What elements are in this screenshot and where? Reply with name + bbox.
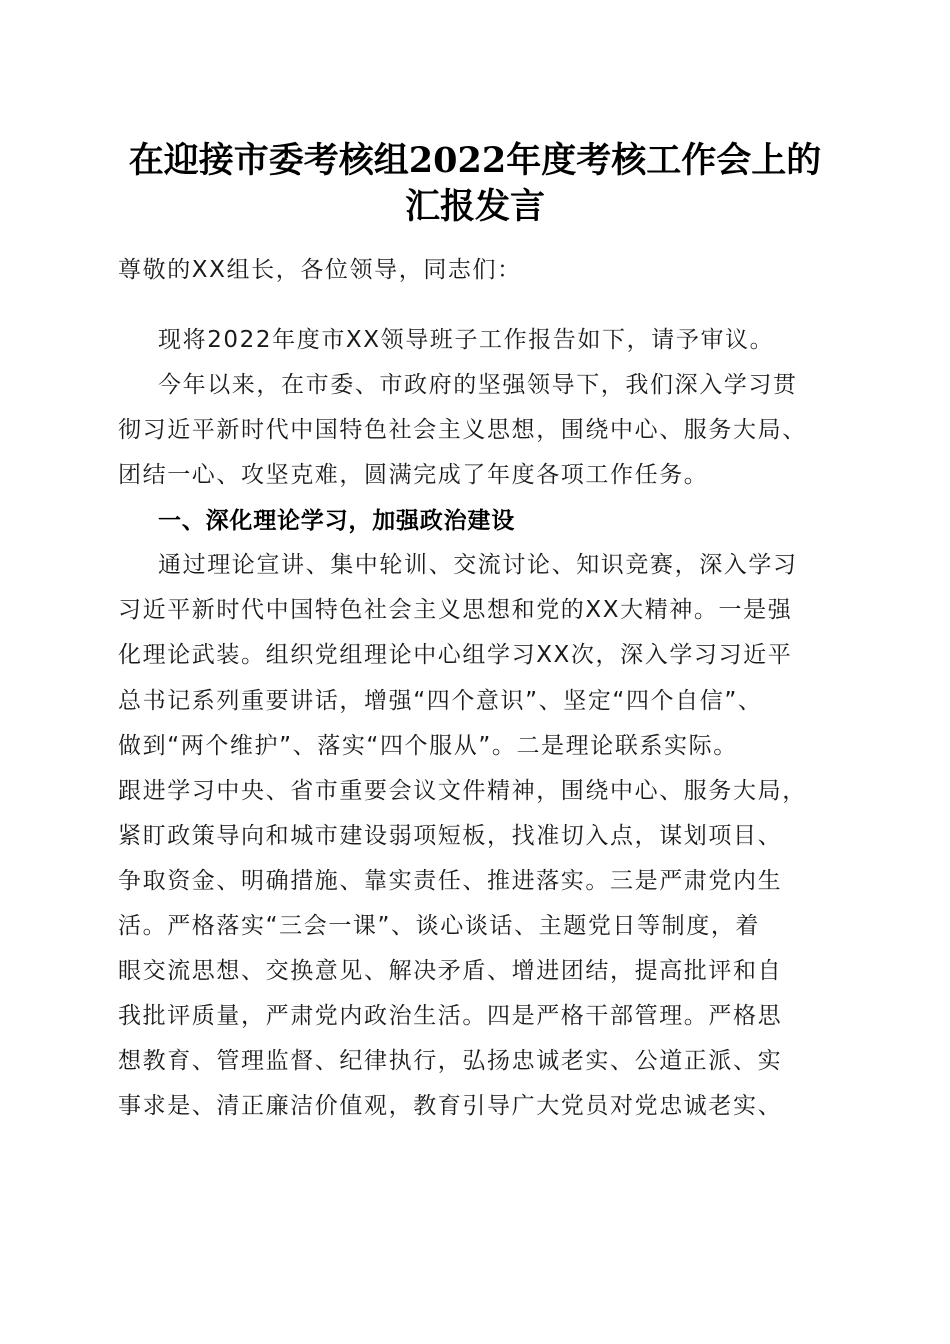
- paragraph-line: 通过理论宣讲、集中轮训、交流讨论、知识竞赛，深入学习: [158, 552, 798, 578]
- paragraph-line: 紧盯政策导向和城市建设弱项短板，找准切入点，谋划项目、: [118, 823, 783, 849]
- paragraph-line: 团结一心、攻坚克难，圆满完成了年度各项工作任务。: [118, 462, 709, 488]
- paragraph-line: 化理论武装。组织党组理论中心组学习XX次，深入学习习近平: [118, 642, 793, 668]
- section-heading: 一、深化理论学习，加强政治建设: [158, 508, 515, 534]
- paragraph-line: 我批评质量，严肃党内政治生活。四是严格干部管理。严格思: [118, 1003, 783, 1029]
- paragraph-line: 想教育、管理监督、纪律执行，弘扬忠诚老实、公道正派、实: [118, 1048, 783, 1074]
- salutation: 尊敬的XX组长，各位领导，同志们：: [118, 257, 522, 283]
- paragraph-line: 习近平新时代中国特色社会主义思想和党的XX大精神。一是强: [118, 597, 793, 623]
- title-line-2: 汇报发言: [404, 186, 545, 227]
- paragraph-line: 做到“两个维护”、落实“四个服从”。二是理论联系实际。: [118, 733, 738, 759]
- paragraph-line: 总书记系列重要讲话，增强“四个意识”、坚定“四个自信”、: [118, 688, 763, 714]
- paragraph-line: 眼交流思想、交换意见、解决矛盾、增进团结，提高批评和自: [118, 958, 783, 984]
- paragraph-line: 事求是、清正廉洁价值观，教育引导广大党员对党忠诚老实、: [118, 1093, 783, 1119]
- intro-paragraph: 现将2022年度市XX领导班子工作报告如下，请予审议。: [158, 327, 775, 353]
- paragraph-line: 彻习近平新时代中国特色社会主义思想，围绕中心、服务大局、: [118, 417, 807, 443]
- document-title: [100, 138, 850, 230]
- paragraph-line: 今年以来，在市委、市政府的坚强领导下，我们深入学习贯: [158, 372, 798, 398]
- paragraph-line: 跟进学习中央、省市重要会议文件精神，围绕中心、服务大局，: [118, 778, 807, 804]
- title-line-1: 在迎接市委考核组2022年度考核工作会上的: [128, 140, 822, 181]
- paragraph-line: 争取资金、明确措施、靠实责任、推进落实。三是严肃党内生: [118, 868, 783, 894]
- paragraph-line: 活。严格落实“三会一课”、谈心谈话、主题党日等制度，着: [118, 913, 761, 939]
